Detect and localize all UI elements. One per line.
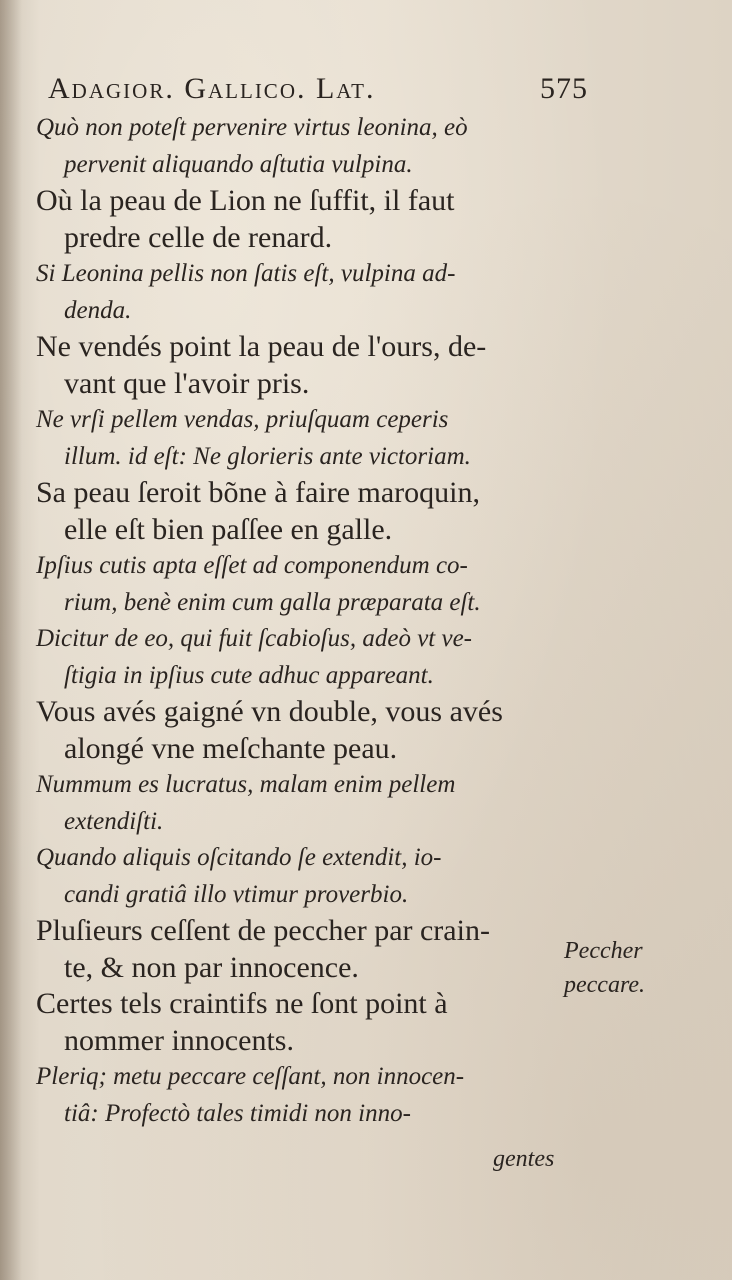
latin-gloss-line: rium, benè enim cum galla præparata eſt. (64, 588, 481, 616)
latin-gloss-line: extendiſti. (64, 807, 164, 835)
french-proverb-line: nommer innocents. (64, 1023, 294, 1057)
latin-gloss-line: ſtigia in ipſius cute adhuc appareant. (64, 661, 434, 689)
margin-note (564, 934, 714, 1002)
running-header (48, 72, 608, 106)
french-proverb-line: vant que l'avoir pris. (64, 366, 310, 400)
margin-note-line: Peccher (564, 938, 643, 964)
latin-gloss-line: denda. (64, 296, 132, 324)
latin-gloss-line: Ne vrſi pellem vendas, priuſquam ceperis (36, 406, 449, 433)
latin-gloss-line: Dicitur de eo, qui fuit ſcabioſus, adeò vt ve- (36, 625, 473, 652)
latin-gloss-line: pervenit aliquando aſtutia vulpina. (64, 150, 413, 178)
latin-gloss-line: Ipſius cutis apta eſſet ad componendum co- (36, 552, 468, 579)
margin-note-line: peccare. (564, 972, 646, 998)
french-proverb-line: Ne vendés point la peau de l'ours, de- (36, 330, 487, 363)
latin-gloss-line: Nummum es lucratus, malam enim pellem (36, 771, 456, 798)
french-proverb-line: alongé vne meſchante peau. (64, 731, 398, 765)
text-block (36, 110, 566, 1132)
page-gutter-shadow (0, 0, 22, 1280)
running-title: Adagior. Gallico. Lat. (48, 72, 376, 105)
page-number: 575 (540, 72, 588, 105)
latin-gloss-line: illum. id eſt: Ne glorieris ante victoriam. (64, 442, 471, 470)
latin-gloss-line: Quando aliquis oſcitando ſe extendit, io- (36, 844, 442, 871)
latin-gloss-line: Si Leonina pellis non ſatis eſt, vulpina ad- (36, 260, 456, 287)
french-proverb-line: Sa peau ſeroit bõne à faire maroquin, (36, 476, 480, 509)
latin-gloss-line: tiâ: Profectò tales timidi non inno- (64, 1099, 411, 1127)
french-proverb-line: Où la peau de Lion ne ſuffit, il faut (36, 184, 455, 217)
french-proverb-line: Pluſieurs ceſſent de peccher par crain- (36, 914, 490, 947)
french-proverb-line: te, & non par innocence. (64, 950, 359, 984)
french-proverb-line: elle eſt bien paſſee en galle. (64, 512, 393, 546)
french-proverb-line: Certes tels craintifs ne ſont point à (36, 987, 448, 1020)
latin-gloss-line: candi gratiâ illo vtimur proverbio. (64, 880, 409, 908)
french-proverb-line: predre celle de renard. (64, 220, 333, 254)
french-proverb-line: Vous avés gaigné vn double, vous avés (36, 695, 503, 728)
latin-gloss-line: Pleriq; metu peccare ceſſant, non innocen- (36, 1063, 465, 1090)
catchword: gentes (493, 1146, 555, 1172)
latin-gloss-line: Quò non poteſt pervenire virtus leonina, eò (36, 114, 468, 141)
